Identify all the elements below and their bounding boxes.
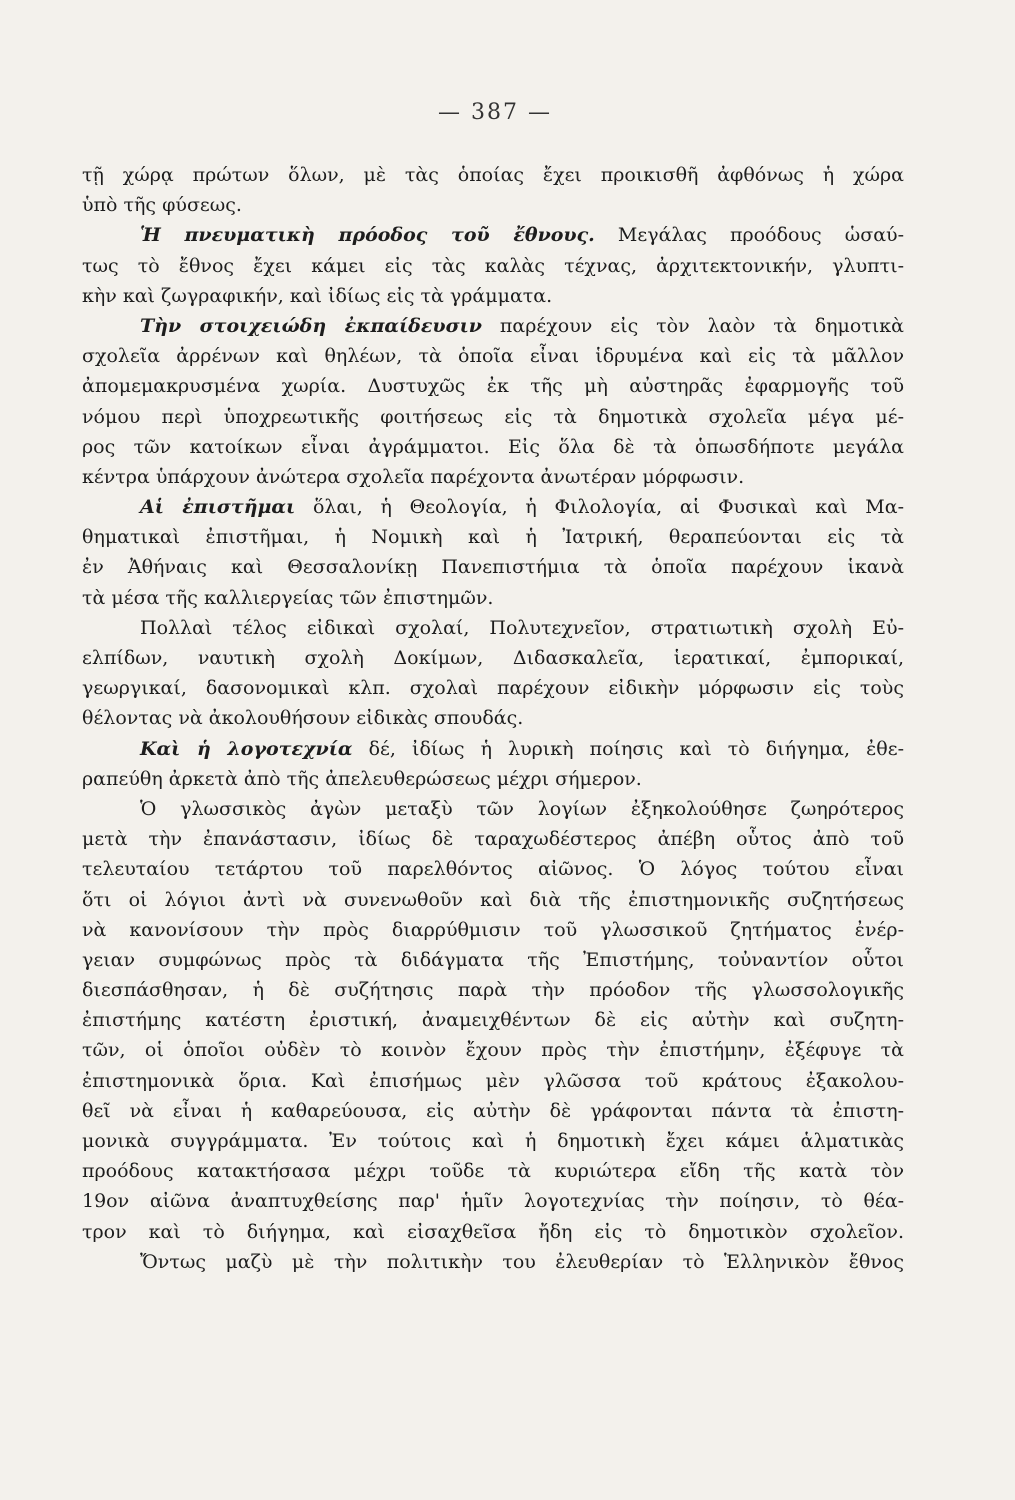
text-line (82, 885, 904, 915)
text-line (82, 522, 904, 552)
line-text: Μεγάλας προόδους ὡσαύ- (594, 224, 904, 247)
text-line (82, 492, 904, 522)
text-line (82, 1156, 904, 1186)
section-heading: Αἱ ἐπιστῆμαι (140, 496, 296, 519)
line-text: ὅτι οἱ λόγιοι ἀντὶ νὰ συνενωθοῦν καὶ διὰ τῆς ἐπιστημονικῆς συζητήσεως (82, 888, 904, 911)
line-text: τὰ μέσα τῆς καλλιεργείας τῶν ἐπιστημῶν. (82, 586, 494, 609)
text-line (82, 764, 904, 794)
line-text: τῇ χώρᾳ πρώτων ὅλων, μὲ τὰς ὁποίας ἔχει προικισθῆ ἀφθόνως ἡ χώρα (82, 164, 904, 186)
text-line (82, 1035, 904, 1065)
text-line (82, 251, 904, 281)
line-text: θηματικαὶ ἐπιστῆμαι, ἡ Νομικὴ καὶ ἡ Ἰατρική, θεραπεύονται εἰς τὰ (82, 526, 904, 549)
line-text: θεῖ νὰ εἶναι ἡ καθαρεύουσα, εἰς αὐτὴν δὲ γράφονται πάντα τὰ ἐπιστη- (82, 1099, 904, 1122)
text-line (82, 1247, 904, 1277)
text-line (82, 824, 904, 854)
line-text: διεσπάσθησαν, ἡ δὲ συζήτησις παρὰ τὴν πρόοδον τῆς γλωσσολογικῆς (82, 979, 904, 1002)
section-heading: Ἡ πνευματικὴ πρόοδος τοῦ ἔθνους. (140, 224, 595, 247)
body-text (82, 160, 904, 1277)
text-line (82, 311, 904, 341)
line-text: νὰ κανονίσουν τὴν πρὸς διαρρύθμισιν τοῦ γλωσσικοῦ ζητήματος ἐνέρ- (82, 918, 904, 941)
text-line (82, 975, 904, 1005)
text-line (82, 854, 904, 884)
text-line (82, 432, 904, 462)
text-line (82, 1126, 904, 1156)
text-line (82, 1005, 904, 1035)
line-text: τρον καὶ τὸ διήγημα, καὶ εἰσαχθεῖσα ἤδη εἰς τὸ δημοτικὸν σχολεῖον. (82, 1220, 904, 1243)
text-line (82, 734, 904, 764)
line-text: ὅλαι, ἡ Θεολογία, ἡ Φιλολογία, αἱ Φυσικαὶ καὶ Μα- (295, 496, 904, 519)
text-line (82, 371, 904, 401)
line-text: γεωργικαί, δασονομικαὶ κλπ. σχολαὶ παρέχουν εἰδικὴν μόρφωσιν εἰς τοὺς (82, 677, 904, 700)
text-line (82, 613, 904, 643)
text-line (82, 160, 904, 190)
line-text: κέντρα ὑπάρχουν ἀνώτερα σχολεῖα παρέχοντα ἀνωτέραν μόρφωσιν. (82, 465, 745, 488)
text-line (82, 1217, 904, 1247)
text-line (82, 220, 904, 250)
line-text: μονικὰ συγγράμματα. Ἐν τούτοις καὶ ἡ δημοτικὴ ἔχει κάμει ἁλματικὰς (82, 1130, 904, 1152)
line-text: ἐν Ἀθήναις καὶ Θεσσαλονίκῃ Πανεπιστήμια τὰ ὁποῖα παρέχουν ἱκανὰ (82, 556, 904, 579)
text-line (82, 190, 904, 220)
text-line (82, 915, 904, 945)
line-text: Πολλαὶ τέλος εἰδικαὶ σχολαί, Πολυτεχνεῖον, στρατιωτικὴ σχολὴ Εὐ- (140, 616, 904, 639)
text-line (82, 703, 904, 733)
text-line (82, 552, 904, 582)
text-line (82, 1186, 904, 1216)
line-text: Ὁ γλωσσικὸς ἀγὼν μεταξὺ τῶν λογίων ἐξηκολούθησε ζωηρότερος (140, 797, 904, 820)
text-line (82, 945, 904, 975)
line-text: θέλοντας νὰ ἀκολουθήσουν εἰδικὰς σπουδάς. (82, 707, 524, 730)
line-text: ἐπιστημονικὰ ὅρια. Καὶ ἐπισήμως μὲν γλῶσσα τοῦ κράτους ἐξακολου- (82, 1069, 904, 1092)
line-text: κὴν καὶ ζωγραφικήν, καὶ ἰδίως εἰς τὰ γράμματα. (82, 284, 553, 307)
line-text: τῶν, οἱ ὁποῖοι οὐδὲν τὸ κοινὸν ἔχουν πρὸς τὴν ἐπιστήμην, ἐξέφυγε τὰ (82, 1039, 904, 1062)
line-text: τως τὸ ἔθνος ἔχει κάμει εἰς τὰς καλὰς τέχνας, ἀρχιτεκτονικήν, γλυπτι- (82, 254, 904, 277)
text-line (82, 402, 904, 432)
line-text: μετὰ τὴν ἐπανάστασιν, ἰδίως δὲ ταραχωδέστερος ἀπέβη οὗτος ἀπὸ τοῦ (82, 828, 904, 851)
page-number: — 387 — (438, 100, 552, 125)
line-text: ραπεύθη ἀρκετὰ ἀπὸ τῆς ἀπελευθερώσεως μέχρι σήμερον. (82, 767, 642, 790)
section-heading: Καὶ ἡ λογοτεχνία (140, 737, 353, 760)
text-line (82, 1066, 904, 1096)
text-line (82, 583, 904, 613)
text-line (82, 1096, 904, 1126)
text-line (82, 673, 904, 703)
section-heading: Τὴν στοιχειώδη ἐκπαίδευσιν (140, 314, 482, 337)
line-text: δέ, ἰδίως ἡ λυρικὴ ποίησις καὶ τὸ διήγημα, ἐθε- (352, 737, 904, 760)
text-line (82, 341, 904, 371)
line-text: τελευταίου τετάρτου τοῦ παρελθόντος αἰῶνος. Ὁ λόγος τούτου εἶναι (82, 858, 904, 881)
line-text: ἀπομεμακρυσμένα χωρία. Δυστυχῶς ἐκ τῆς μὴ αὐστηρᾶς ἐφαρμογῆς τοῦ (82, 375, 904, 398)
text-line (82, 281, 904, 311)
line-text: ρος τῶν κατοίκων εἶναι ἀγράμματοι. Εἰς ὅλα δὲ τὰ ὁπωσδήποτε μεγάλα (82, 435, 904, 458)
text-line (82, 462, 904, 492)
line-text: προόδους κατακτήσασα μέχρι τοῦδε τὰ κυριώτερα εἴδη τῆς κατὰ τὸν (82, 1160, 904, 1183)
line-text: σχολεῖα ἀρρένων καὶ θηλέων, τὰ ὁποῖα εἶναι ἱδρυμένα καὶ εἰς τὰ μᾶλλον (82, 345, 904, 368)
line-text: ὑπὸ τῆς φύσεως. (82, 194, 242, 217)
line-text: παρέχουν εἰς τὸν λαὸν τὰ δημοτικὰ (481, 314, 904, 337)
text-line (82, 643, 904, 673)
line-text: Ὄντως μαζὺ μὲ τὴν πολιτικὴν του ἐλευθερίαν τὸ Ἑλληνικὸν ἔθνος (140, 1250, 904, 1273)
line-text: 19ον αἰῶνα ἀναπτυχθείσης παρ' ἡμῖν λογοτεχνίας τὴν ποίησιν, τὸ θέα- (82, 1190, 904, 1213)
line-text: ἐπιστήμης κατέστη ἐριστική, ἀναμειχθέντων δὲ εἰς αὐτὴν καὶ συζητη- (82, 1009, 904, 1032)
line-text: γειαν συμφώνως πρὸς τὰ διδάγματα τῆς Ἐπιστήμης, τοὐναντίον οὗτοι (82, 948, 904, 971)
line-text: ελπίδων, ναυτικὴ σχολὴ Δοκίμων, Διδασκαλεῖα, ἱερατικαί, ἐμπορικαί, (82, 647, 904, 669)
line-text: νόμου περὶ ὑποχρεωτικῆς φοιτήσεως εἰς τὰ δημοτικὰ σχολεῖα μέγα μέ- (82, 405, 904, 428)
text-line (82, 794, 904, 824)
